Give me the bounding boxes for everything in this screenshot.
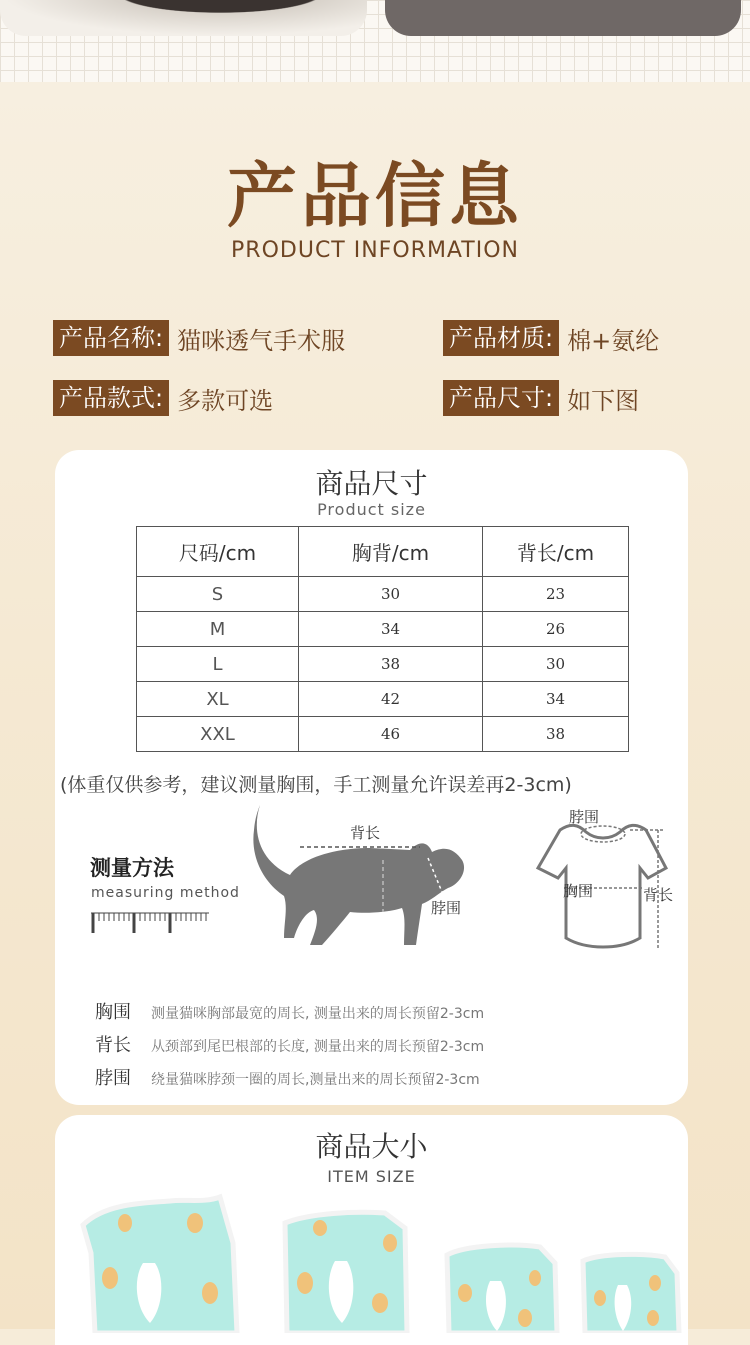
legend-term: 背长 [95, 1035, 131, 1056]
item-size-title: 商品大小 [315, 1130, 428, 1163]
info-row-name [53, 320, 345, 356]
legend-row-back [95, 1031, 484, 1057]
chest-cell: 34 [299, 612, 483, 647]
info-value: 如下图 [567, 386, 640, 415]
method-title: 测量方法 [90, 856, 174, 880]
table-row [137, 647, 629, 682]
garment-s [583, 1254, 679, 1333]
table-row [137, 682, 629, 717]
legend-term: 脖围 [95, 1068, 131, 1089]
garment-xl [83, 1197, 237, 1333]
info-row-material [443, 320, 659, 356]
item-size-card [55, 1115, 688, 1345]
back-length-cell: 34 [483, 682, 629, 717]
info-value: 多款可选 [177, 386, 274, 415]
info-label: 产品名称: [53, 320, 169, 356]
size-cell: XXL [137, 717, 299, 752]
size-chart-title: 商品尺寸 [315, 467, 428, 500]
item-size-subtitle: ITEM SIZE [327, 1167, 416, 1186]
info-value: 猫咪透气手术服 [177, 326, 346, 355]
size-chart-card [55, 450, 688, 1105]
chest-cell: 42 [299, 682, 483, 717]
chest-cell: 30 [299, 577, 483, 612]
info-value: 棉+氨纶 [567, 326, 660, 355]
section-subtitle: PRODUCT INFORMATION [231, 238, 519, 263]
cat-back-label: 背长 [350, 824, 381, 842]
chest-cell: 38 [299, 647, 483, 682]
legend-description: 测量猫咪胸部最宽的周长, 测量出来的周长预留2-3cm [151, 1006, 485, 1022]
size-cell: S [137, 577, 299, 612]
back-length-cell: 30 [483, 647, 629, 682]
legend-row-chest [95, 998, 484, 1024]
info-label: 产品款式: [53, 380, 169, 416]
column-header: 尺码/cm [137, 527, 299, 577]
info-row-size [443, 380, 639, 416]
shirt-chest-label: 胸围 [563, 882, 594, 900]
garment-photos [55, 1183, 688, 1333]
legend-row-neck [95, 1064, 480, 1090]
garment-l [285, 1212, 407, 1333]
top-photo-strip [0, 0, 750, 82]
measurement-note: (体重仅供参考，建议测量胸围，手工测量允许误差再2-3cm) [60, 774, 572, 796]
table-row [137, 577, 629, 612]
table-row [137, 612, 629, 647]
back-length-cell: 23 [483, 577, 629, 612]
column-header: 背长/cm [483, 527, 629, 577]
product-photo-left [0, 0, 367, 36]
info-row-style [53, 380, 273, 416]
shirt-back-label: 背长 [643, 886, 674, 904]
legend-description: 从颈部到尾巴根部的长度, 测量出来的周长预留2-3cm [151, 1039, 485, 1055]
size-cell: M [137, 612, 299, 647]
ruler-icon [91, 908, 211, 936]
cat-chest-label: 胸围 [351, 920, 382, 938]
legend-description: 绕量猫咪脖颈一圈的周长,测量出来的周长预留2-3cm [151, 1072, 480, 1088]
info-label: 产品尺寸: [443, 380, 559, 416]
back-length-cell: 38 [483, 717, 629, 752]
back-length-cell: 26 [483, 612, 629, 647]
garment-m [447, 1245, 557, 1333]
column-header: 胸背/cm [299, 527, 483, 577]
legend-term: 胸围 [95, 1002, 131, 1023]
size-cell: XL [137, 682, 299, 717]
size-chart-subtitle: Product size [317, 500, 426, 519]
table-row [137, 717, 629, 752]
product-photo-right [385, 0, 741, 36]
cat-neck-label: 脖围 [431, 899, 462, 917]
size-cell: L [137, 647, 299, 682]
section-title: 产品信息 [227, 155, 523, 237]
info-label: 产品材质: [443, 320, 559, 356]
table-header-row [137, 527, 629, 577]
shirt-neck-label: 脖围 [569, 808, 600, 826]
chest-cell: 46 [299, 717, 483, 752]
method-subtitle: measuring method [91, 885, 240, 901]
size-table [136, 526, 629, 752]
